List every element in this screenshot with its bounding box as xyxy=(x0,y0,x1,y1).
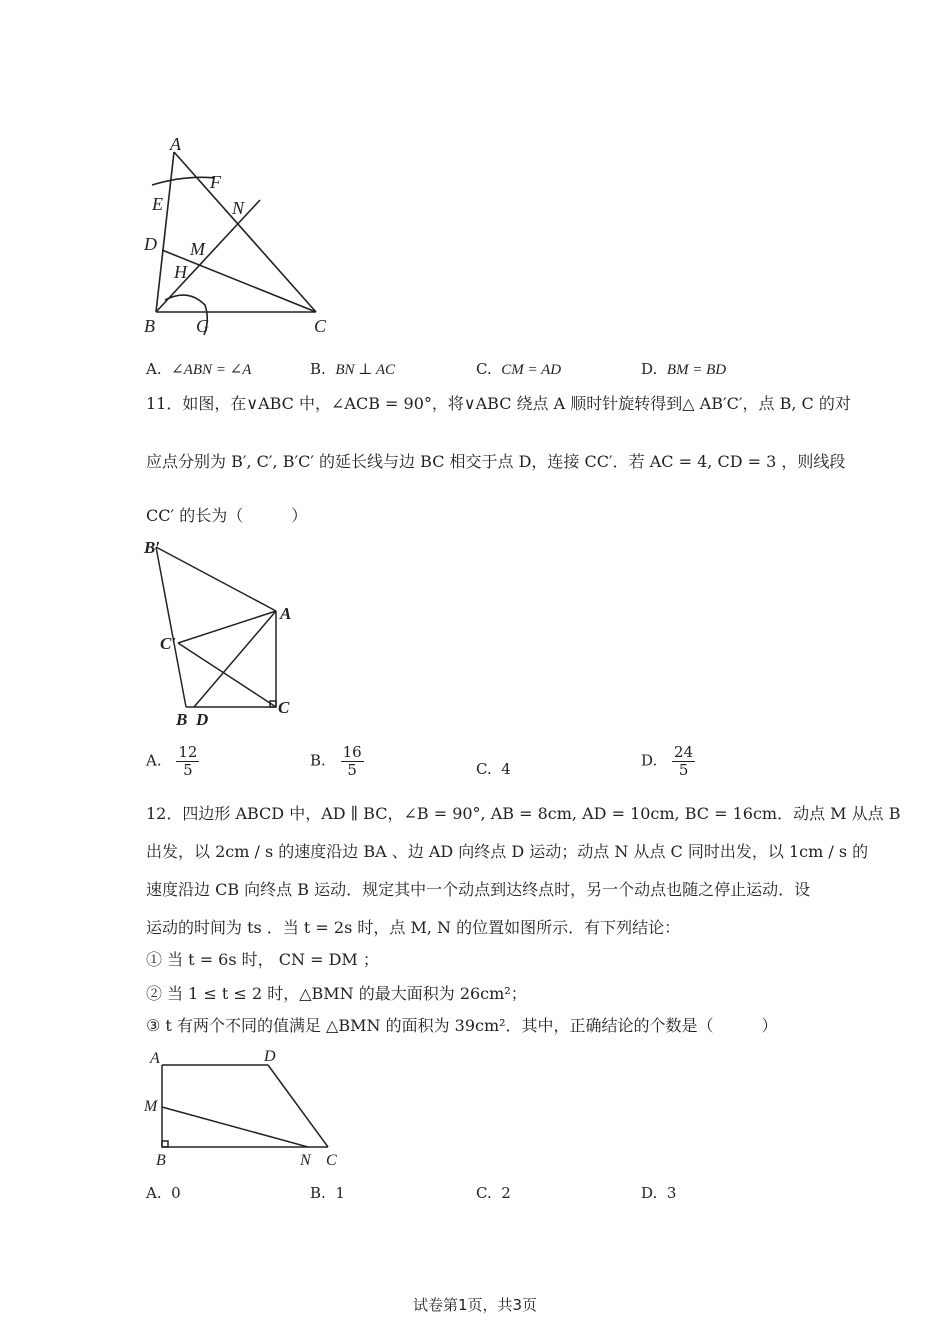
fig3-label-d: D xyxy=(264,1048,276,1065)
q12-option-b[interactable]: B. 1 xyxy=(310,1184,345,1202)
q11-option-c[interactable]: C. 4 xyxy=(476,760,511,778)
fraction: $\frac{24}{5}$ xyxy=(674,743,694,779)
fig1-label-d: D xyxy=(144,234,157,254)
fig1-label-g: G xyxy=(196,316,209,336)
fig1-label-n: N xyxy=(232,198,245,218)
q10-option-d[interactable]: D. BM = BD xyxy=(641,360,727,378)
q12-line4: 运动的时间为 ts ．当 t = 2s 时，点 M, N 的位置如图所示．有下列结论： xyxy=(146,918,681,937)
fig3-label-m: M xyxy=(144,1098,158,1115)
fig3-label-b: B xyxy=(156,1152,166,1169)
fig2-label-c: C xyxy=(278,698,290,717)
figure-rotation xyxy=(140,535,310,735)
fig2-label-cprime: C′ xyxy=(160,634,177,653)
fig1-label-b: B xyxy=(144,316,155,336)
fraction: $\frac{16}{5}$ xyxy=(342,743,362,779)
q12-conclusion-2: ② 当 1 ≤ t ≤ 2 时，△BMN 的最大面积为 26cm²； xyxy=(146,984,527,1003)
q12-option-a[interactable]: A. 0 xyxy=(146,1184,181,1202)
q10-option-a[interactable]: A. ∠ABN = ∠A xyxy=(146,360,252,378)
q12-conclusion-1: ① 当 t = 6s 时， CN = DM ； xyxy=(146,950,379,969)
q11-line3: CC′ 的长为（ ） xyxy=(146,506,308,525)
q10-option-c[interactable]: C. CM = AD xyxy=(476,360,562,378)
fig3-label-a: A xyxy=(150,1050,160,1067)
fig3-label-n: N xyxy=(300,1152,311,1169)
q11-option-a[interactable]: A. $\frac{12}{5}$ xyxy=(146,743,198,779)
q12-line2: 出发，以 2cm / s 的速度沿边 BA 、边 AD 向终点 D 运动；动点 N 从点 C 同时出发，以 1cm / s 的 xyxy=(146,842,869,861)
q11-option-d[interactable]: D. $\frac{24}{5}$ xyxy=(641,743,694,779)
q11-line2: 应点分别为 B′, C′, B′C′ 的延长线与边 BC 相交于点 D，连接 CC′．若 AC = 4, CD = 3 ，则线段 xyxy=(146,452,846,471)
page-footer: 试卷第1页，共3页 xyxy=(412,1296,538,1314)
fig1-label-h: H xyxy=(174,262,187,282)
fig1-label-e: E xyxy=(152,194,163,214)
fig1-label-m: M xyxy=(190,239,205,259)
fig2-label-a: A xyxy=(280,604,292,623)
figure-trapezoid xyxy=(140,1045,350,1170)
fig1-label-f: F xyxy=(210,172,221,192)
q12-line1: 12．四边形 ABCD 中，AD ∥ BC，∠B = 90°, AB = 8cm, AD = 10cm, BC = 16cm．动点 M 从点 B xyxy=(146,804,901,823)
q11-option-b[interactable]: B. $\frac{16}{5}$ xyxy=(310,743,362,779)
q12-option-d[interactable]: D. 3 xyxy=(641,1184,677,1202)
fig2-label-b: B xyxy=(176,710,188,729)
fig3-label-c: C xyxy=(326,1152,337,1169)
fraction: $\frac{12}{5}$ xyxy=(178,743,198,779)
q11-line1: 11．如图，在∨ABC 中，∠ACB = 90°，将∨ABC 绕点 A 顺时针旋转得到△ AB′C′，点 B, C 的对 xyxy=(146,394,851,413)
fig1-label-c: C xyxy=(314,316,327,336)
q10-option-b[interactable]: B. BN ⊥ AC xyxy=(310,360,396,378)
fig2-label-d: D xyxy=(196,710,209,729)
fig2-label-bprime: B′ xyxy=(144,538,161,557)
figure-triangle-abn xyxy=(140,130,340,340)
q12-line3: 速度沿边 CB 向终点 B 运动．规定其中一个动点到达终点时，另一个动点也随之停止运动．设 xyxy=(146,880,811,899)
q12-option-c[interactable]: C. 2 xyxy=(476,1184,511,1202)
q12-conclusion-3: ③ t 有两个不同的值满足 △BMN 的面积为 39cm²．其中，正确结论的个数是（ ） xyxy=(146,1016,778,1035)
fig1-label-a: A xyxy=(170,134,181,154)
